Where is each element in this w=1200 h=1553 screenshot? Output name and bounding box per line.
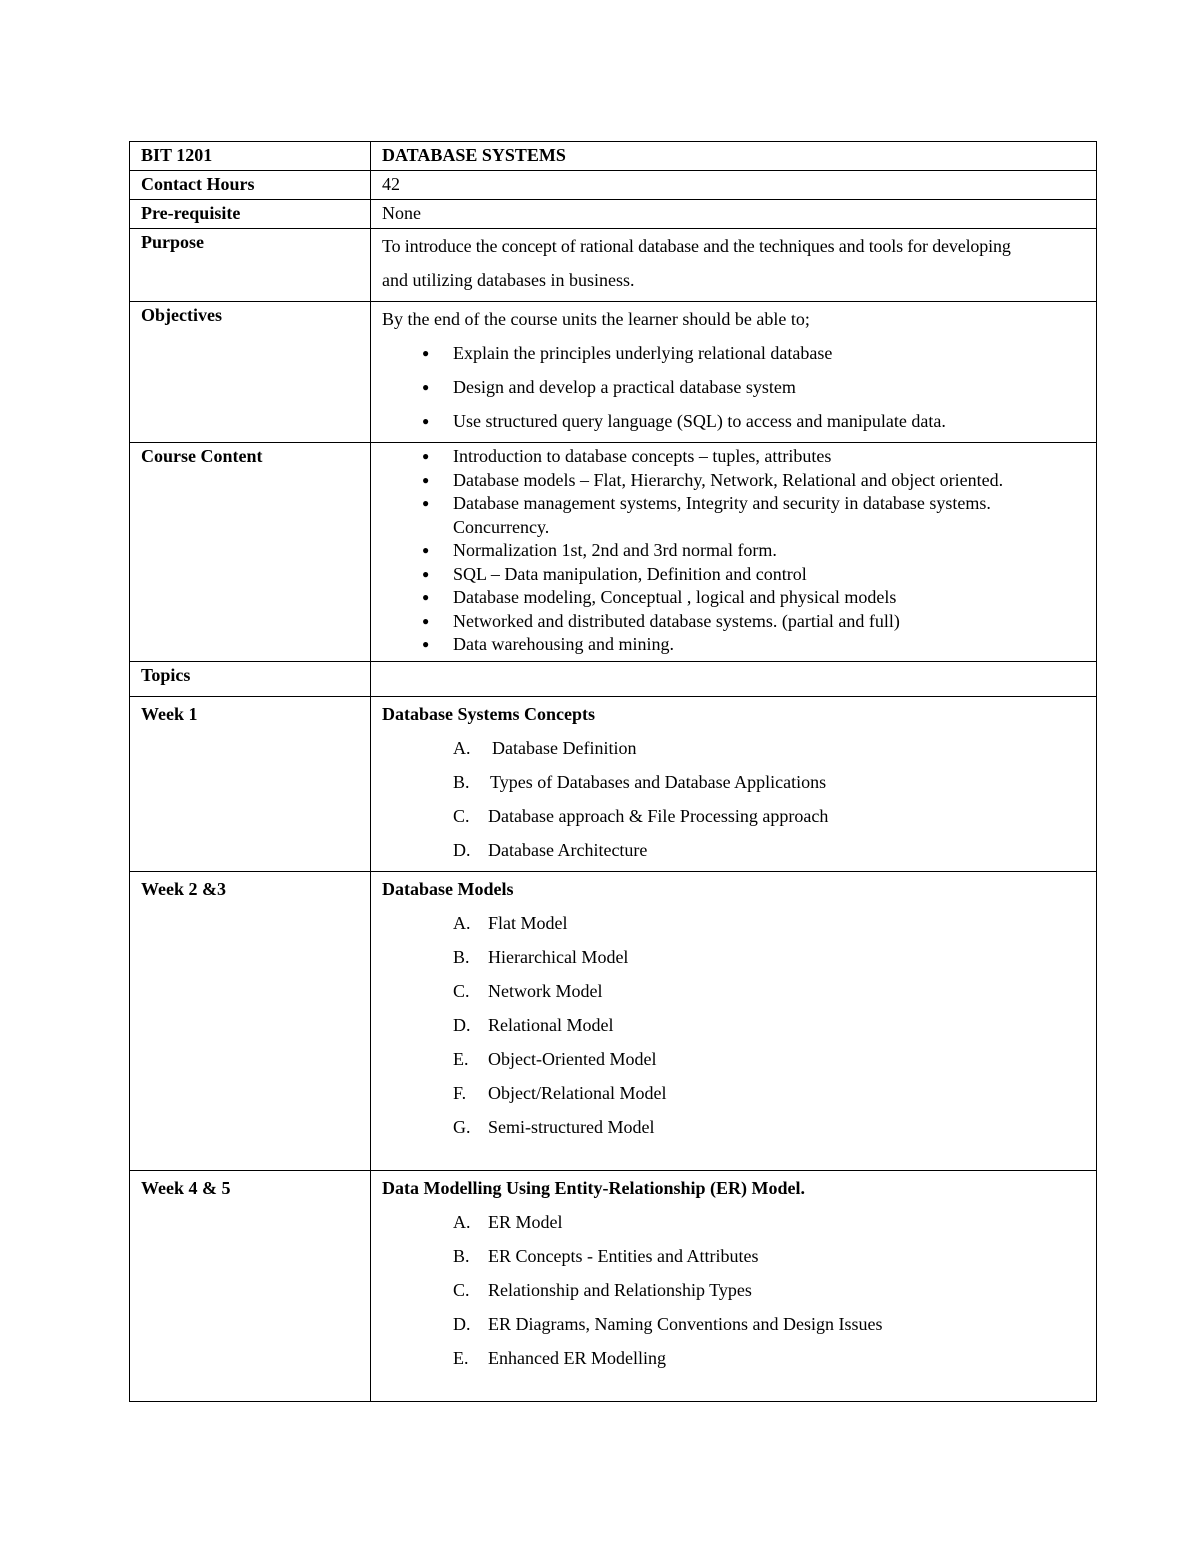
content-item: ● Introduction to database concepts – tuples, attributes	[382, 445, 1086, 469]
purpose-line-1: To introduce the concept of rational database and the techniques and tools for developing	[382, 236, 1011, 256]
topic-text: Enhanced ER Modelling	[488, 1347, 666, 1368]
week-topic-list	[382, 906, 1086, 1144]
purpose-label: Purpose	[130, 229, 371, 302]
topic-text: Database Architecture	[488, 839, 648, 860]
content-item: ● Normalization 1st, 2nd and 3rd normal form.	[382, 539, 1086, 563]
content-item: ● Data warehousing and mining.	[382, 633, 1086, 657]
course-content-row	[130, 443, 1097, 662]
topic-text: Flat Model	[488, 912, 568, 933]
objectives-row	[130, 302, 1097, 443]
topic-text: Semi-structured Model	[488, 1116, 655, 1137]
objectives-cell	[371, 302, 1097, 443]
objective-item: ● Explain the principles underlying relational database	[382, 336, 1086, 370]
topic-letter: C.	[453, 805, 470, 826]
topic-text: ER Diagrams, Naming Conventions and Design Issues	[488, 1313, 883, 1334]
topic-text: ER Concepts - Entities and Attributes	[488, 1245, 759, 1266]
topic-letter: E.	[453, 1347, 469, 1368]
topics-label: Topics	[130, 661, 371, 696]
week-topics	[371, 871, 1097, 1170]
week-heading: Data Modelling Using Entity-Relationship (ER) Model.	[382, 1177, 806, 1198]
topic-item	[382, 1273, 1086, 1307]
topic-letter: B.	[453, 1245, 470, 1266]
week-row	[130, 1170, 1097, 1401]
week-label: Week 4 & 5	[130, 1170, 371, 1401]
topic-letter: B.	[453, 771, 470, 792]
topic-text: Hierarchical Model	[488, 946, 629, 967]
topic-letter: D.	[453, 1313, 471, 1334]
topic-letter: A.	[453, 1211, 471, 1232]
week-row	[130, 871, 1097, 1170]
topic-letter: C.	[453, 980, 470, 1001]
course-content-list	[382, 445, 1086, 657]
week-topic-list	[382, 1205, 1086, 1375]
prerequisite-value: None	[371, 200, 1097, 229]
topic-letter: E.	[453, 1048, 469, 1069]
topic-letter: C.	[453, 1279, 470, 1300]
topic-text: ER Model	[488, 1211, 563, 1232]
week-label: Week 2 &3	[130, 871, 371, 1170]
content-item: ● Networked and distributed database systems. (partial and full)	[382, 610, 1086, 634]
week-row	[130, 696, 1097, 871]
topic-item	[382, 940, 1086, 974]
topics-row	[130, 661, 1097, 696]
course-content-cell	[371, 443, 1097, 662]
topic-item	[382, 799, 1086, 833]
purpose-row	[130, 229, 1097, 302]
topic-item	[382, 906, 1086, 940]
content-item: ● Database modeling, Conceptual , logical and physical models	[382, 586, 1086, 610]
course-outline-table	[129, 141, 1097, 1402]
topic-item	[382, 1008, 1086, 1042]
topic-letter: F.	[453, 1082, 467, 1103]
contact-hours-label: Contact Hours	[130, 171, 371, 200]
week-topics	[371, 1170, 1097, 1401]
week-label: Week 1	[130, 696, 371, 871]
objectives-label: Objectives	[130, 302, 371, 443]
topics-value	[371, 661, 1097, 696]
week-heading: Database Systems Concepts	[382, 703, 595, 724]
topic-item	[382, 833, 1086, 867]
course-code: BIT 1201	[130, 142, 371, 171]
purpose-text	[371, 229, 1097, 302]
objectives-list	[382, 336, 1086, 438]
objective-item: ● Design and develop a practical database system	[382, 370, 1086, 404]
topic-letter: D.	[453, 1014, 471, 1035]
week-topic-list	[382, 731, 1086, 867]
topic-item	[382, 1042, 1086, 1076]
content-item: ● Database management systems, Integrity and security in database systems. Concurrency.	[382, 492, 1086, 539]
topic-text: Database approach & File Processing approach	[488, 805, 829, 826]
prerequisite-row	[130, 200, 1097, 229]
topic-item	[382, 974, 1086, 1008]
content-item: ● SQL – Data manipulation, Definition and control	[382, 563, 1086, 587]
topic-item	[382, 1205, 1086, 1239]
objectives-intro: By the end of the course units the learner should be able to;	[382, 309, 810, 329]
topic-text: Types of Databases and Database Applications	[490, 771, 827, 792]
topic-letter: A.	[453, 912, 471, 933]
topic-letter: B.	[453, 946, 470, 967]
topic-item	[382, 1341, 1086, 1375]
topic-letter: G.	[453, 1116, 471, 1137]
topic-item	[382, 765, 1086, 799]
topic-text: Database Definition	[492, 737, 637, 758]
topic-item	[382, 1110, 1086, 1144]
course-content-label: Course Content	[130, 443, 371, 662]
topic-letter: D.	[453, 839, 471, 860]
prerequisite-label: Pre-requisite	[130, 200, 371, 229]
content-item: ● Database models – Flat, Hierarchy, Network, Relational and object oriented.	[382, 469, 1086, 493]
topic-text: Relational Model	[488, 1014, 614, 1035]
course-row	[130, 142, 1097, 171]
purpose-line-2: and utilizing databases in business.	[382, 270, 635, 290]
topic-item	[382, 731, 1086, 765]
week-topics	[371, 696, 1097, 871]
topic-text: Object/Relational Model	[488, 1082, 667, 1103]
topic-text: Object-Oriented Model	[488, 1048, 657, 1069]
contact-hours-row	[130, 171, 1097, 200]
topic-item	[382, 1239, 1086, 1273]
contact-hours-value: 42	[371, 171, 1097, 200]
objective-item: ● Use structured query language (SQL) to access and manipulate data.	[382, 404, 1086, 438]
course-title: DATABASE SYSTEMS	[371, 142, 1097, 171]
topic-letter: A.	[453, 737, 471, 758]
week-heading: Database Models	[382, 878, 514, 899]
topic-item	[382, 1076, 1086, 1110]
topic-item	[382, 1307, 1086, 1341]
topic-text: Network Model	[488, 980, 603, 1001]
topic-text: Relationship and Relationship Types	[488, 1279, 752, 1300]
